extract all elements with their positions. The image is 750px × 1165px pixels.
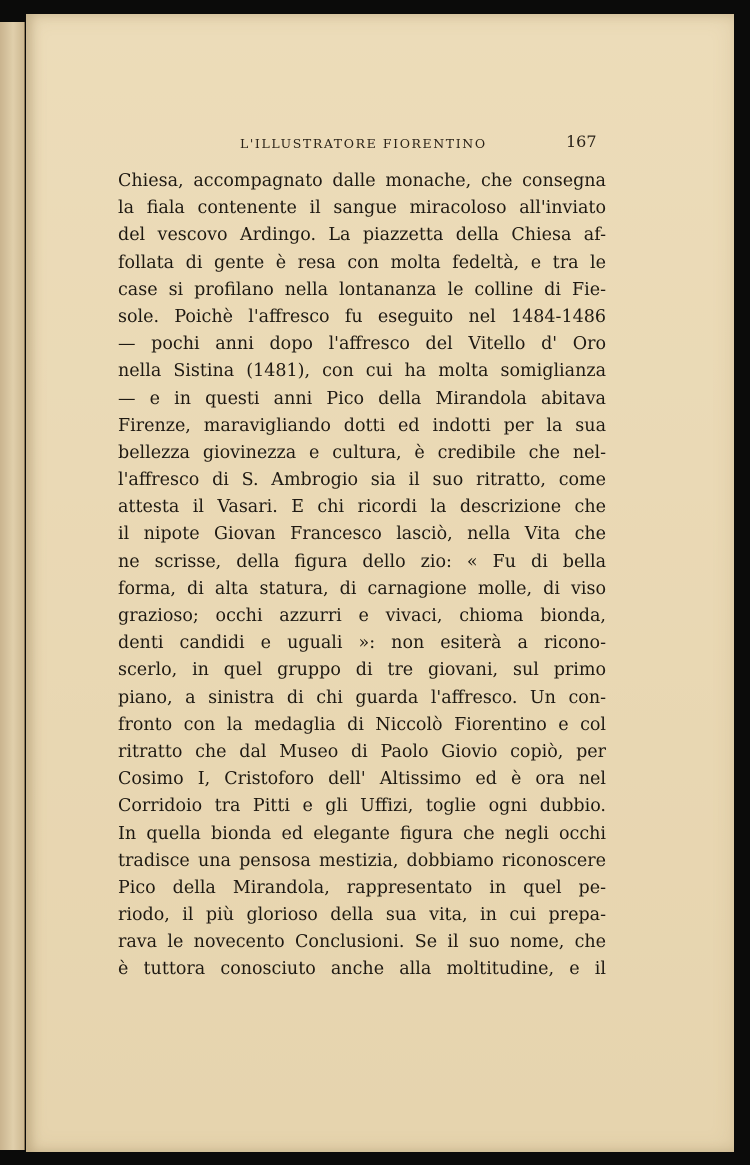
body-text xyxy=(118,168,606,984)
text-line: scerlo, in quel gruppo di tre giovani, sul primo xyxy=(118,660,606,681)
text-line: l'affresco di S. Ambrogio sia il suo ritratto, come xyxy=(118,470,606,491)
running-title: L'ILLUSTRATORE FIORENTINO xyxy=(240,136,487,151)
text-line: Chiesa, accompagnato dalle monache, che consegna xyxy=(118,171,606,191)
text-line: forma, di alta statura, di carnagione molle, di viso xyxy=(118,578,606,599)
text-line: case si profilano nella lontananza le colline di Fie- xyxy=(118,279,606,300)
text-line: rava le novecento Conclusioni. Se il suo nome, che xyxy=(118,932,606,953)
text-line: nella Sistina (1481), con cui ha molta somiglianza xyxy=(118,361,606,382)
text-line: grazioso; occhi azzurri e vivaci, chioma bionda, xyxy=(118,606,606,626)
previous-page-edge xyxy=(0,22,25,1150)
text-line: Cosimo I, Cristoforo dell' Altissimo ed è ora nel xyxy=(118,769,606,790)
text-line: del vescovo Ardingo. La piazzetta della Chiesa af- xyxy=(118,225,606,246)
text-line: la fiala contenente il sangue miracoloso all'inviato xyxy=(118,198,606,219)
text-line: il nipote Giovan Francesco lasciò, nella Vita che xyxy=(118,524,606,545)
text-line: Firenze, maravigliando dotti ed indotti per la sua xyxy=(118,415,606,436)
page-header xyxy=(26,132,734,156)
text-line: attesta il Vasari. E chi ricordi la descrizione che xyxy=(118,497,606,518)
text-line: piano, a sinistra di chi guarda l'affresco. Un con- xyxy=(118,687,606,708)
text-line: Pico della Mirandola, rappresentato in quel pe- xyxy=(118,877,606,898)
text-line: bellezza giovinezza e cultura, è credibile che nel- xyxy=(118,442,606,463)
text-line: denti candidi e uguali »: non esiterà a ricono- xyxy=(118,633,606,654)
text-line: follata di gente è resa con molta fedeltà, e tra le xyxy=(118,252,606,273)
text-line: ne scrisse, della figura dello zio: « Fu di bella xyxy=(118,551,606,572)
text-line: In quella bionda ed elegante figura che negli occhi xyxy=(118,823,606,844)
text-line: fronto con la medaglia di Niccolò Fiorentino e col xyxy=(118,714,606,735)
text-line: — pochi anni dopo l'affresco del Vitello d' Oro xyxy=(118,334,606,355)
text-line: riodo, il più glorioso della sua vita, in cui prepa- xyxy=(118,905,606,926)
text-line: sole. Poichè l'affresco fu eseguito nel 1484-1486 xyxy=(118,306,606,327)
text-line: tradisce una pensosa mestizia, dobbiamo riconoscere xyxy=(118,850,606,871)
text-line: — e in questi anni Pico della Mirandola abitava xyxy=(118,388,606,409)
page-number: 167 xyxy=(566,132,597,151)
text-line: Corridoio tra Pitti e gli Uffizi, toglie ogni dubbio. xyxy=(118,796,606,817)
text-line: ritratto che dal Museo di Paolo Giovio copiò, per xyxy=(118,741,606,762)
text-line: è tuttora conosciuto anche alla moltitudine, e il xyxy=(118,959,606,980)
book-page xyxy=(26,14,734,1152)
